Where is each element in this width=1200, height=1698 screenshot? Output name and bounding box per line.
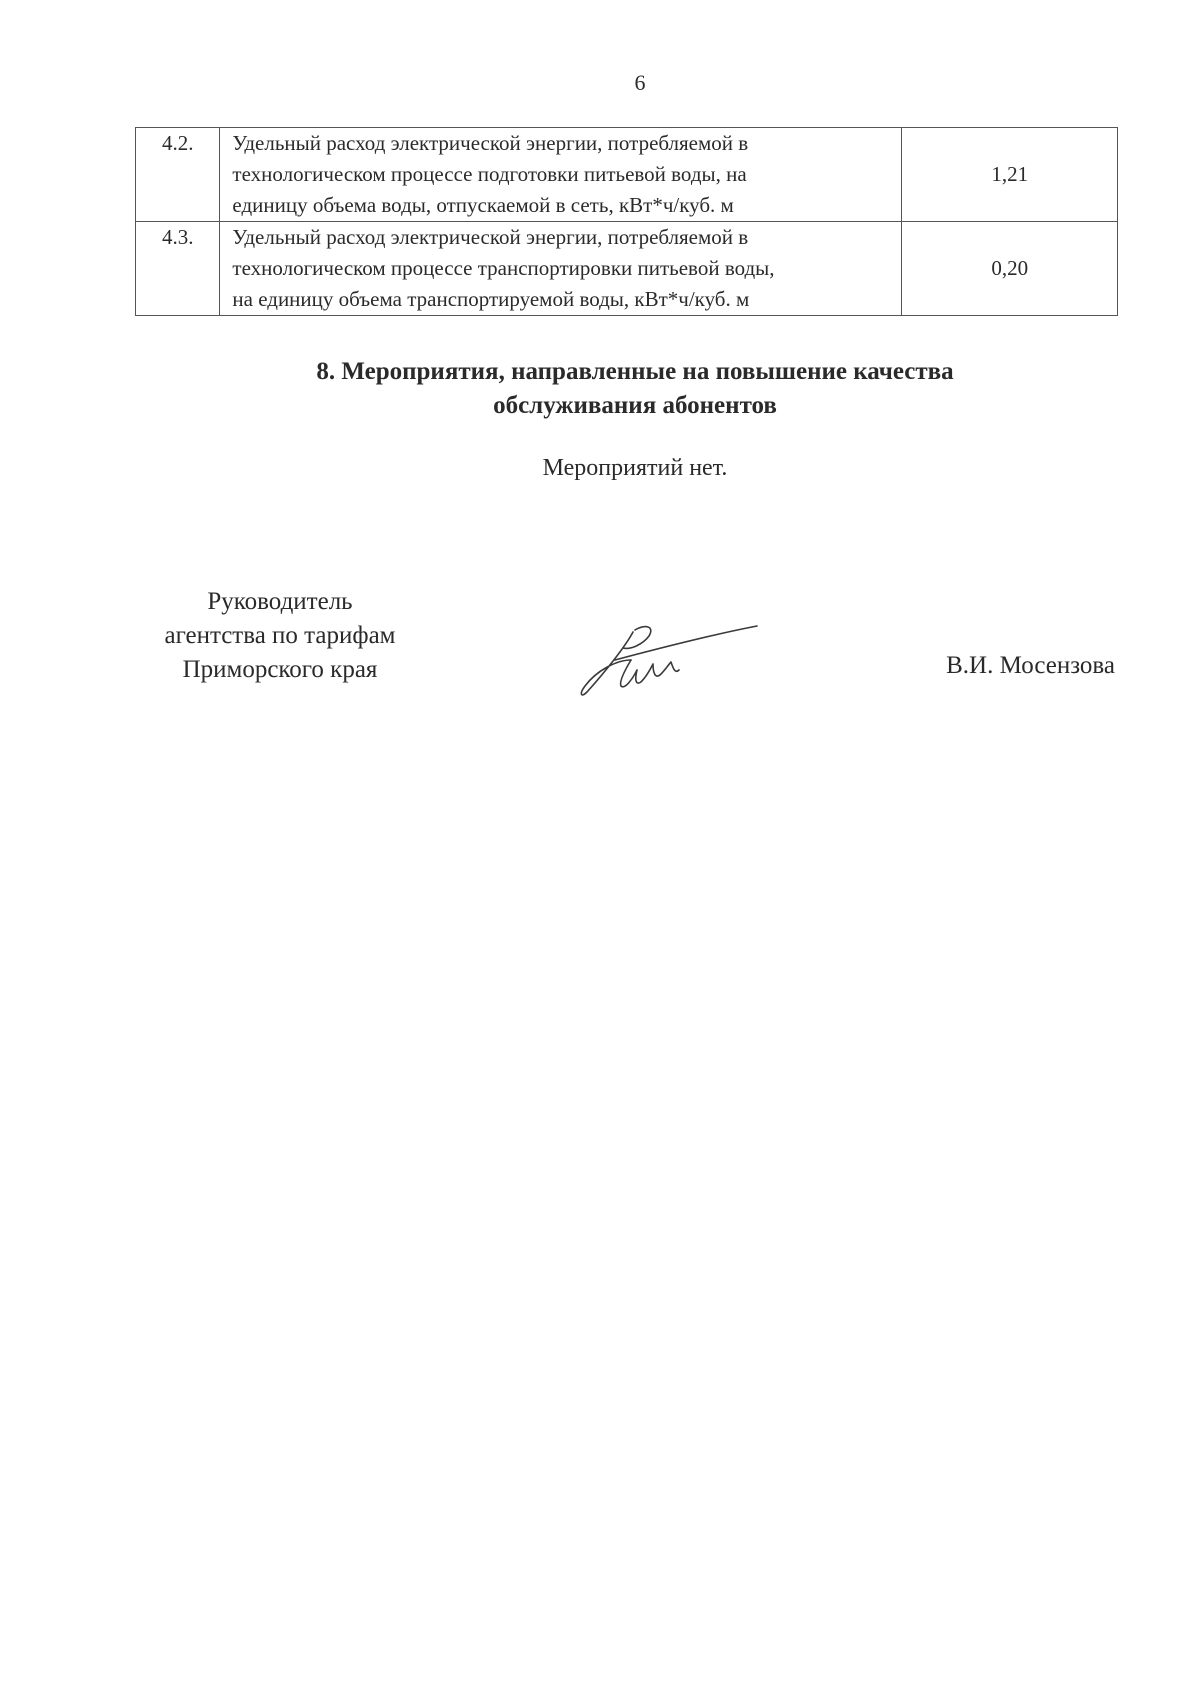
description-line: единицу объема воды, отпускаемой в сеть, кВт*ч/куб. м — [232, 193, 734, 217]
section-body: Мероприятий нет. — [542, 455, 728, 481]
row-number: 4.2. — [136, 128, 220, 222]
signer-title-line: агентства по тарифам — [164, 622, 396, 649]
signer-title-line: Приморского края — [182, 656, 378, 683]
indicators-table — [135, 127, 1118, 316]
description-line: технологическом процессе подготовки питьевой воды, на — [232, 162, 747, 186]
section-heading-line: 8. Мероприятия, направленные на повышение качества — [316, 358, 954, 385]
row-value: 1,21 — [902, 128, 1118, 222]
table-row — [136, 222, 1118, 316]
signer-title — [140, 585, 420, 687]
signature-icon — [575, 612, 765, 702]
description-line: Удельный расход электрической энергии, потребляемой в — [232, 131, 749, 155]
row-number: 4.3. — [136, 222, 220, 316]
description-line: технологическом процессе транспортировки питьевой воды, — [232, 256, 775, 280]
page-number: 6 — [634, 70, 646, 95]
description-line: на единицу объема транспортируемой воды, кВт*ч/куб. м — [232, 287, 750, 311]
signer-title-line: Руководитель — [207, 588, 353, 615]
section-heading-line: обслуживания абонентов — [493, 392, 777, 419]
row-description — [220, 222, 902, 316]
row-description — [220, 128, 902, 222]
table-row — [136, 128, 1118, 222]
section-heading — [0, 355, 1200, 423]
description-line: Удельный расход электрической энергии, потребляемой в — [232, 225, 749, 249]
handwritten-signature — [575, 612, 765, 707]
row-value: 0,20 — [902, 222, 1118, 316]
signer-name: В.И. Мосензова — [946, 652, 1115, 679]
